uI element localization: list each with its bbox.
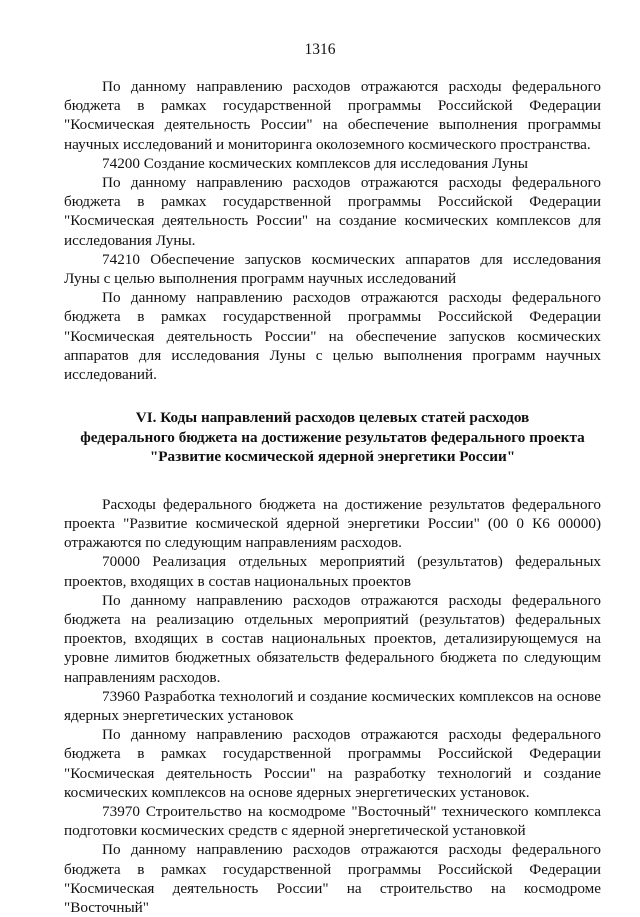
expense-code-title: 74210 Обеспечение запусков космических аппаратов для исследования Луны с целью выполнения программ научных исследований [64, 250, 601, 288]
expense-code-title: 73960 Разработка технологий и создание космических комплексов на основе ядерных энергетических установок [64, 687, 601, 724]
expense-code-title: 70000 Реализация отдельных мероприятий (результатов) федеральных проектов, входящих в состав национальных проектов [64, 553, 601, 590]
paragraph: По данному направлению расходов отражаются расходы федерального бюджета в рамках государственной программы Российской Федерации "Космическая деятельность России" на разработку технологий и создание космических комплексов на основе ядерных энергетических установок. [64, 726, 601, 801]
paragraph: По данному направлению расходов отражаются расходы федерального бюджета на реализацию отдельных мероприятий (результатов) федеральных проектов, входящих в состав национальных проектов, детализирующемуся на уровне лимитов бюджетных обязательств федерального бюджета по следующим направлениям расходов. [64, 591, 601, 686]
section-heading-line: "Развитие космической ядерной энергетики России" [149, 448, 516, 466]
paragraph: По данному направлению расходов отражаются расходы федерального бюджета в рамках государственной программы Российской Федерации "Космическая деятельность России" на обеспечение запусков космических аппаратов для исследования Луны с целью выполнения программ научных исследований. [64, 289, 601, 384]
paragraph: По данному направлению расходов отражаются расходы федерального бюджета в рамках государственной программы Российской Федерации "Космическая деятельность России" на строительство на космодроме "Восточный" [64, 841, 601, 917]
expense-code-title: 74200 Создание космических комплексов для исследования Луны [102, 154, 528, 172]
document-body [64, 77, 601, 917]
paragraph: По данному направлению расходов отражаются расходы федерального бюджета в рамках государственной программы Российской Федерации "Космическая деятельность России" на создание космических комплексов для исследования Луны. [64, 174, 601, 249]
paragraph: Расходы федерального бюджета на достижение результатов федерального проекта "Развитие космической ядерной энергетики России" (00 0 К6 00000) отражаются по следующим направлениям расходов. [64, 495, 601, 552]
expense-code-title: 73970 Строительство на космодроме "Восточный" технического комплекса подготовки космических средств с ядерной энергетической установкой [64, 803, 601, 840]
section-heading-line: федерального бюджета на достижение результатов федерального проекта [80, 428, 585, 446]
section-heading [64, 408, 601, 467]
section-heading-line: VI. Коды направлений расходов целевых статей расходов [135, 409, 530, 427]
paragraph: По данному направлению расходов отражаются расходы федерального бюджета в рамках государственной программы Российской Федерации "Космическая деятельность России" на обеспечение выполнения программы научных исследований и мониторинга околоземного космического пространства. [64, 78, 601, 153]
page-number: 1316 [304, 41, 336, 58]
